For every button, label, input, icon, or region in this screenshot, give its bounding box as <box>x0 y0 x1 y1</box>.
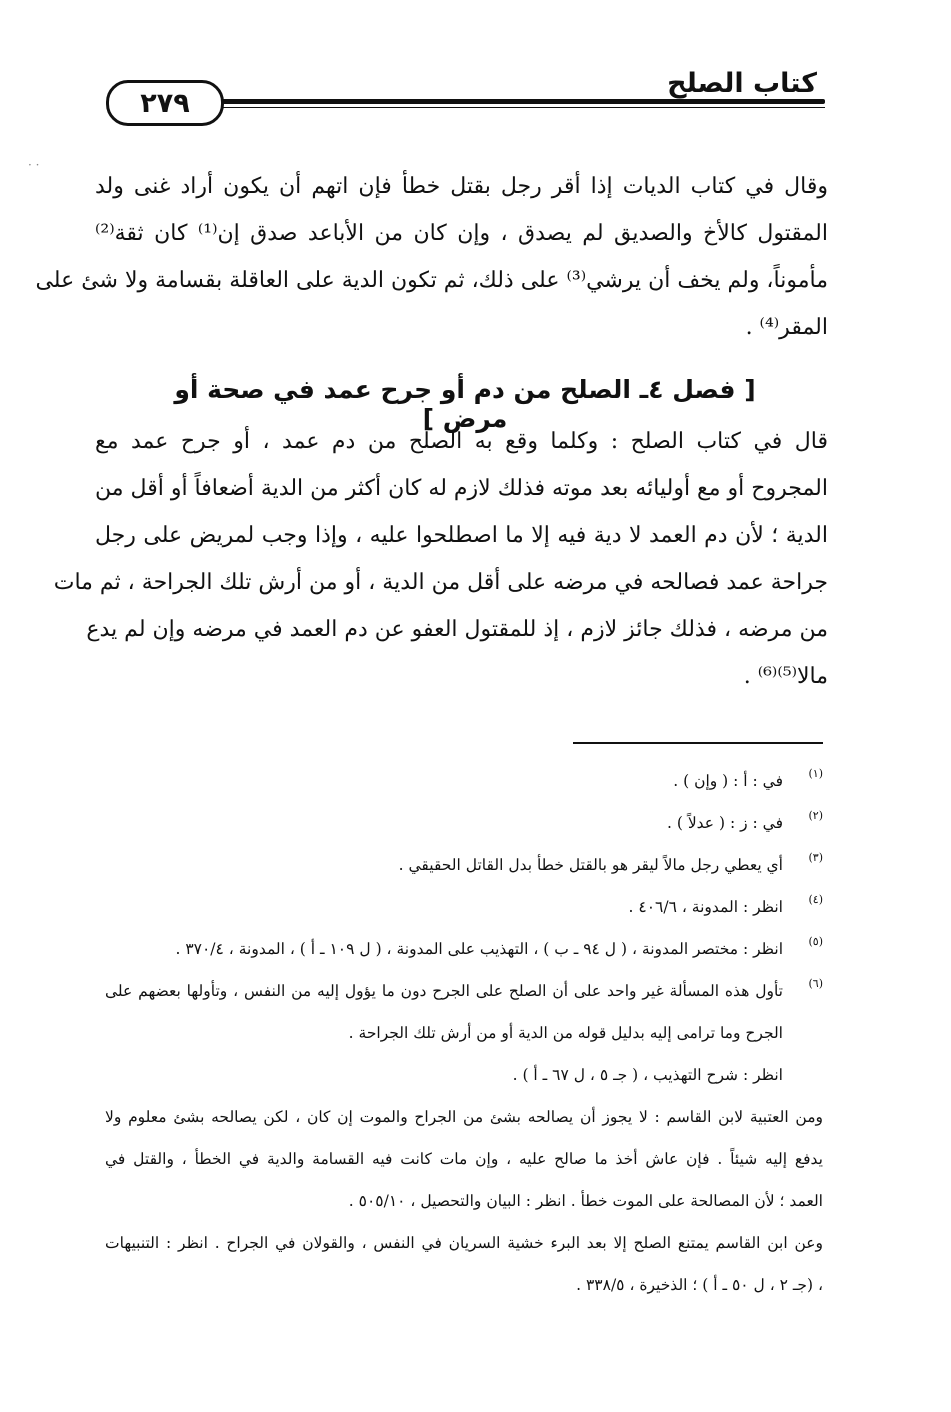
footnote-continuation <box>105 1012 823 1054</box>
text-line: من مرضه ، فذلك جائز لازم ، إذ للمقتول العفو عن دم العمد في مرضه وإن لم يدع <box>86 617 828 642</box>
footnote-number: (١) <box>808 767 823 780</box>
text-line: الدية ؛ لأن دم العمد لا دية فيه إلا ما اصطلحوا عليه ، وإذا وجب لمريض على رجل <box>95 523 828 548</box>
footnote-text: ، (جـ ٢ ، ل ٥٠ ـ أ ) ؛ الذخيرة ، ٣٣٨/٥ . <box>576 1276 823 1294</box>
footnote <box>105 970 823 1012</box>
text-line: وقال في كتاب الديات إذا أقر رجل بقتل خطأ فإن اتهم أن يكون أراد غنى ولد <box>95 174 828 199</box>
footnote-text: وعن ابن القاسم يمتنع الصلح إلا بعد البرء خشية السريان في النفس ، والقولان في الجراح . انظر : التنبيهات <box>105 1234 823 1252</box>
text-line: مالا⁽⁵⁾⁽⁶⁾ . <box>743 664 828 689</box>
header-rule <box>208 99 825 104</box>
footnote-number: (٣) <box>808 851 823 864</box>
page-number: ٢٧٩ <box>140 87 190 119</box>
header-rule-thin <box>208 107 825 108</box>
margin-dots: · · <box>28 158 40 172</box>
footnote-text: انظر : المدونة ، ٤٠٦/٦ . <box>628 898 783 916</box>
footnote <box>105 844 823 886</box>
footnote-text: في : أ : ( وإن ) . <box>673 772 783 790</box>
footnote-number: (٢) <box>808 809 823 822</box>
footnote-text: انظر : شرح التهذيب ، ( جـ ٥ ، ل ٦٧ ـ أ ) . <box>512 1066 783 1084</box>
paragraph-sulh <box>53 418 828 700</box>
footnote-separator <box>573 742 823 744</box>
footnote-continuation <box>105 1096 823 1138</box>
footnote-text: أي يعطي رجل مالاً ليقر هو بالقتل خطأ بدل القاتل الحقيقي . <box>398 856 783 874</box>
footnote <box>105 928 823 970</box>
footnote-text: انظر : مختصر المدونة ، ( ل ٩٤ ـ ب ) ، التهذيب على المدونة ، ( ل ١٠٩ ـ أ ) ، المدونة ، ٣٧٠/٤ . <box>175 940 783 958</box>
footnote-number: (٤) <box>808 893 823 906</box>
text-line: المقر⁽⁴⁾ . <box>745 315 828 340</box>
footnote-continuation <box>105 1138 823 1180</box>
footnotes <box>105 760 823 1306</box>
text-line: المجروح أو مع أوليائه بعد موته فذلك لازم له كان أكثر من الدية أضعافاً أو أقل من <box>95 476 828 501</box>
paragraph-diyat <box>35 163 828 351</box>
footnote-continuation <box>105 1180 823 1222</box>
page-header <box>100 68 825 132</box>
footnote-continuation <box>105 1264 823 1306</box>
section-title: [ فصل ٤ـ الصلح من دم أو جرح عمد في صحة أو مرض ] <box>174 375 756 433</box>
footnote <box>105 760 823 802</box>
footnote <box>105 886 823 928</box>
footnote-continuation <box>105 1222 823 1264</box>
footnote-text: تأول هذه المسألة غير واحد على أن الصلح على الجرح دون ما يؤول إليه من النفس ، وتأولها بعضهم على <box>105 982 783 1000</box>
footnote-continuation <box>105 1054 823 1096</box>
text-line: جراحة عمد فصالحه في مرضه على أقل من الدية ، أو من أرش تلك الجراحة ، ثم مات <box>53 570 828 595</box>
footnote-text: يدفع إليه شيئاً . فإن عاش أخذ ما صالح عليه ، وإن مات كانت فيه القسامة والدية في الخطأ ، والقتل في <box>105 1150 823 1168</box>
text-line: المقتول كالأخ والصديق لم يصدق ، وإن كان من الأباعد صدق إن⁽¹⁾ كان ثقة⁽²⁾ <box>95 221 828 246</box>
page-number-badge <box>106 80 224 126</box>
footnote-number: (٥) <box>808 935 823 948</box>
footnote-text: العمد ؛ لأن المصالحة على الموت خطأ . انظر : البيان والتحصيل ، ٥٠٥/١٠ . <box>348 1192 823 1210</box>
book-title: كتاب الصلح <box>667 68 817 99</box>
text-line: مأموناً، ولم يخف أن يرشي⁽³⁾ على ذلك، ثم تكون الدية على العاقلة بقسامة ولا شئ على <box>35 268 828 293</box>
footnote <box>105 802 823 844</box>
footnote-number: (٦) <box>808 977 823 990</box>
footnote-text: ومن العتبية لابن القاسم : لا يجوز أن يصالحه بشئ من الجراح والموت إن كان ، لكن يصالحه بشئ معلوم ولا <box>105 1108 823 1126</box>
text-line: قال في كتاب الصلح : وكلما وقع به الصلح من دم عمد ، أو جرح عمد مع <box>95 429 828 454</box>
footnote-text: في : ز : ( عدلاً ) . <box>667 814 783 832</box>
footnote-text: الجرح وما ترامى إليه بدليل قوله من الدية أو من أرش تلك الجراحة . <box>348 1024 783 1042</box>
